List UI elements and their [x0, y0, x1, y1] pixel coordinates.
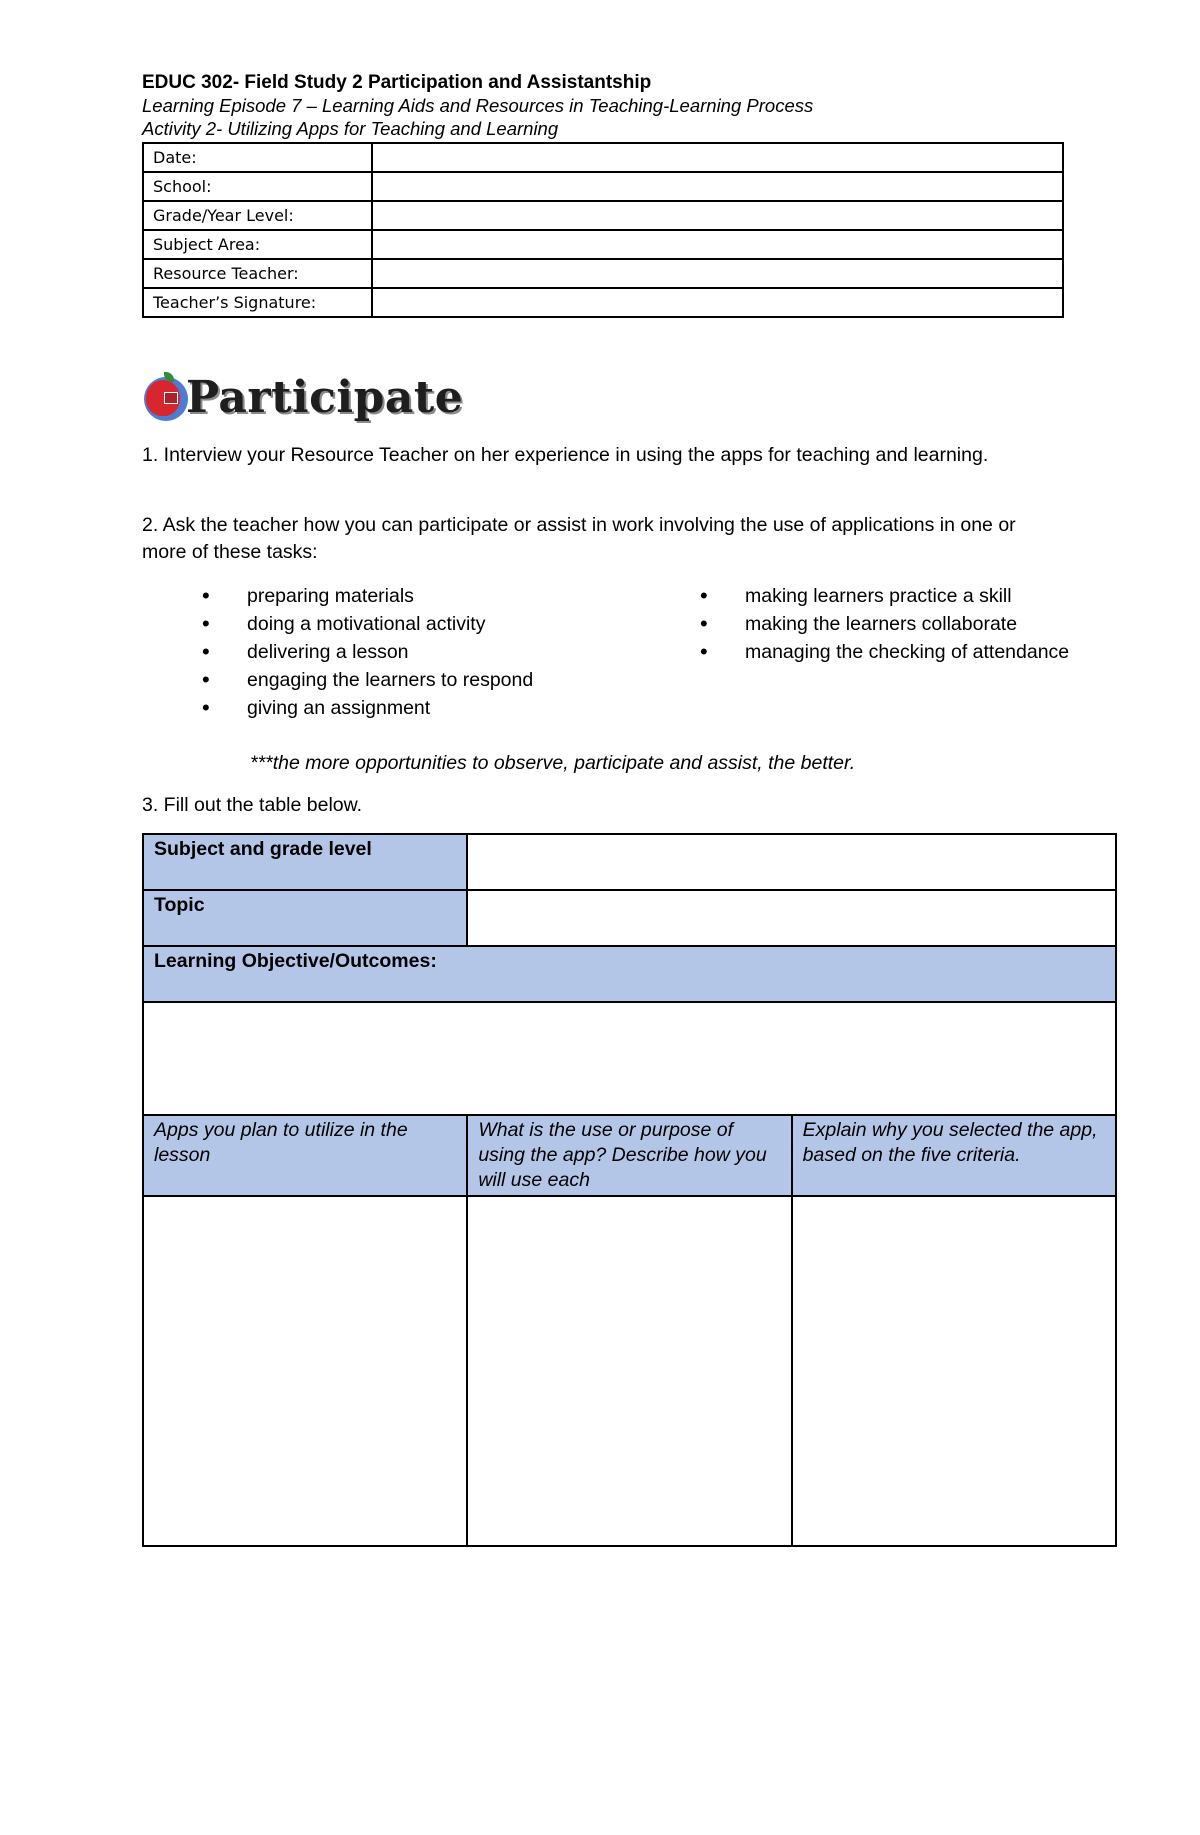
column-header-purpose: What is the use or purpose of using the app? Describe how you will use each: [467, 1115, 791, 1196]
list-item: • making learners practice a skill: [700, 582, 1070, 610]
subject-value[interactable]: [467, 834, 1116, 890]
info-value[interactable]: [372, 288, 1063, 317]
purpose-cell[interactable]: [467, 1196, 791, 1546]
task-list-left: [202, 582, 622, 722]
info-value[interactable]: [372, 201, 1063, 230]
list-item: • preparing materials: [202, 582, 622, 610]
reason-cell[interactable]: [792, 1196, 1116, 1546]
objectives-value[interactable]: [143, 1002, 1116, 1115]
instruction-2: 2. Ask the teacher how you can participate or assist in work involving the use of applications in one or more of these tasks:: [142, 514, 1016, 563]
activity-title: Activity 2- Utilizing Apps for Teaching and Learning: [142, 118, 559, 139]
task-list-right: [700, 582, 1070, 666]
info-row: [143, 172, 1063, 201]
list-item: • managing the checking of attendance: [700, 638, 1070, 666]
episode-title: Learning Episode 7 – Learning Aids and Resources in Teaching-Learning Process: [142, 95, 814, 116]
info-row: [143, 230, 1063, 259]
info-table: [142, 142, 1064, 318]
info-label: Resource Teacher:: [143, 259, 372, 288]
list-item: • delivering a lesson: [202, 638, 622, 666]
list-item: • making the learners collaborate: [700, 610, 1070, 638]
list-item: • giving an assignment: [202, 694, 622, 722]
screen-icon: [164, 392, 178, 404]
apps-cell[interactable]: [143, 1196, 467, 1546]
topic-row: [143, 890, 1116, 946]
participate-banner: [142, 370, 482, 426]
info-value[interactable]: [372, 259, 1063, 288]
objectives-label: Learning Objective/Outcomes:: [143, 946, 1116, 1002]
subject-row: [143, 834, 1116, 890]
list-item: • doing a motivational activity: [202, 610, 622, 638]
info-label: Date:: [143, 143, 372, 172]
list-item: • engaging the learners to respond: [202, 666, 622, 694]
info-row: [143, 201, 1063, 230]
banner-title: Participate: [186, 372, 464, 423]
topic-value[interactable]: [467, 890, 1116, 946]
instruction-1: 1. Interview your Resource Teacher on her experience in using the apps for teaching and learning.: [142, 444, 989, 466]
subject-label: Subject and grade level: [143, 834, 467, 890]
info-value[interactable]: [372, 143, 1063, 172]
column-header-reason: Explain why you selected the app, based on the five criteria.: [792, 1115, 1116, 1196]
document-header: [142, 71, 1092, 140]
info-row: [143, 259, 1063, 288]
observation-note: ***the more opportunities to observe, participate and assist, the better.: [250, 752, 856, 774]
info-label: Subject Area:: [143, 230, 372, 259]
objectives-header-row: [143, 946, 1116, 1002]
info-value[interactable]: [372, 230, 1063, 259]
info-row: [143, 143, 1063, 172]
fill-table: [142, 833, 1117, 1547]
columns-header-row: [143, 1115, 1116, 1196]
answer-row: [143, 1196, 1116, 1546]
objectives-row: [143, 1002, 1116, 1115]
info-label: Teacher’s Signature:: [143, 288, 372, 317]
info-label: School:: [143, 172, 372, 201]
info-row: [143, 288, 1063, 317]
course-title: EDUC 302- Field Study 2 Participation and Assistantship: [142, 72, 652, 93]
topic-label: Topic: [143, 890, 467, 946]
info-label: Grade/Year Level:: [143, 201, 372, 230]
column-header-apps: Apps you plan to utilize in the lesson: [143, 1115, 467, 1196]
instruction-3: 3. Fill out the table below.: [142, 794, 363, 816]
info-value[interactable]: [372, 172, 1063, 201]
